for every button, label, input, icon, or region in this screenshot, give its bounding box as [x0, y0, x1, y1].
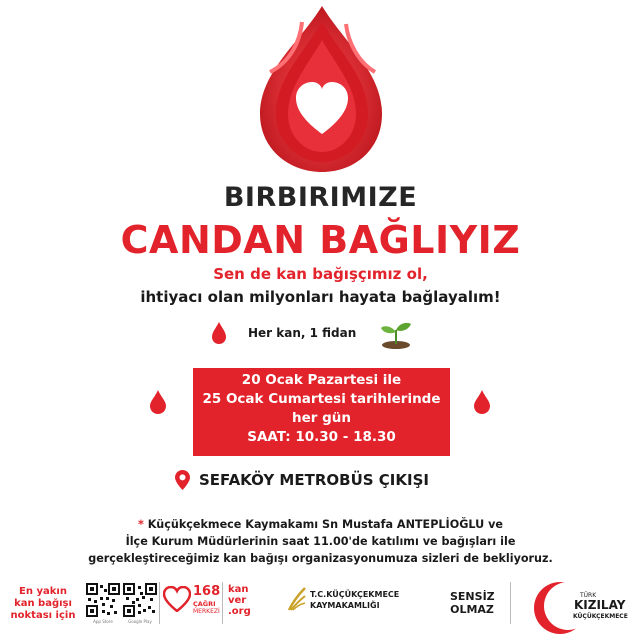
location-pin-icon	[175, 470, 190, 490]
kaymakamlik-line-1: T.C.KÜÇÜKÇEKMECE	[310, 590, 400, 599]
schedule-line-3: her gün	[291, 410, 351, 426]
kaymakamlik-logo-icon	[287, 586, 307, 612]
blood-drop-heart-icon	[230, 2, 410, 174]
subtitle-line-2: ihtiyacı olan milyonları hayata bağlayalım!	[140, 288, 501, 306]
call-center-number: 168	[193, 584, 221, 599]
divider	[510, 582, 511, 624]
kaymakamlik-line-2: KAYMAKAMLIĞI	[310, 601, 380, 610]
kizilay-line-1: TÜRK	[580, 592, 597, 599]
kizilay-line-3: KÜÇÜKÇEKMECE	[573, 613, 628, 620]
blood-drop-icon	[212, 322, 226, 344]
heart-icon	[163, 586, 191, 612]
headline-line-1: BIRBIRIMIZE	[223, 182, 418, 213]
sensiz-olmaz-text: SENSİZ OLMAZ	[450, 590, 495, 616]
schedule-line-2: 25 Ocak Cumartesi tarihlerinde	[202, 391, 441, 407]
kizilay-line-2: KIZILAY	[574, 598, 626, 612]
kanver-logo-text[interactable]: kan ver .org	[228, 584, 251, 617]
qr-code-icon[interactable]	[123, 583, 157, 617]
notice-line-3: gerçekleştireceğimiz kan bağışı organizasyonumuza sizleri de bekliyoruz.	[88, 552, 553, 565]
schedule-box	[193, 368, 450, 456]
blood-drop-icon	[150, 390, 166, 414]
call-center-label: ÇAĞRI	[193, 600, 216, 608]
notice-line-2: İlçe Kurum Müdürlerinin saat 11.00'de katılımı ve bağışları ile	[125, 535, 516, 548]
qr-caption: App Store	[93, 619, 113, 624]
tree-campaign	[212, 322, 432, 350]
blood-drop-icon	[474, 390, 490, 414]
notice-line-1: Küçükçekmece Kaymakamı Sn Mustafa ANTEPLİOĞLU ve	[147, 518, 503, 531]
qr-code-icon[interactable]	[86, 583, 120, 617]
location-text: SEFAKÖY METROBÜS ÇIKIŞI	[199, 471, 429, 489]
tree-campaign-text: Her kan, 1 fidan	[248, 326, 357, 340]
notice-text	[0, 516, 641, 567]
sprout-icon	[378, 318, 414, 350]
nearest-point-text: En yakın kan bağışı noktası için	[10, 586, 76, 621]
divider	[222, 582, 223, 624]
qr-caption: Google Play	[128, 619, 152, 624]
schedule-time: SAAT: 10.30 - 18.30	[247, 429, 396, 445]
notice-asterisk: *	[138, 518, 144, 531]
headline-line-2: CANDAN BAĞLIYIZ	[120, 218, 521, 262]
divider	[159, 582, 160, 624]
subtitle-line-1: Sen de kan bağışçımız ol,	[213, 265, 428, 283]
footer-logos	[0, 578, 641, 638]
call-center-label-2: MERKEZİ	[193, 608, 220, 615]
schedule-line-1: 20 Ocak Pazartesi ile	[241, 372, 402, 388]
